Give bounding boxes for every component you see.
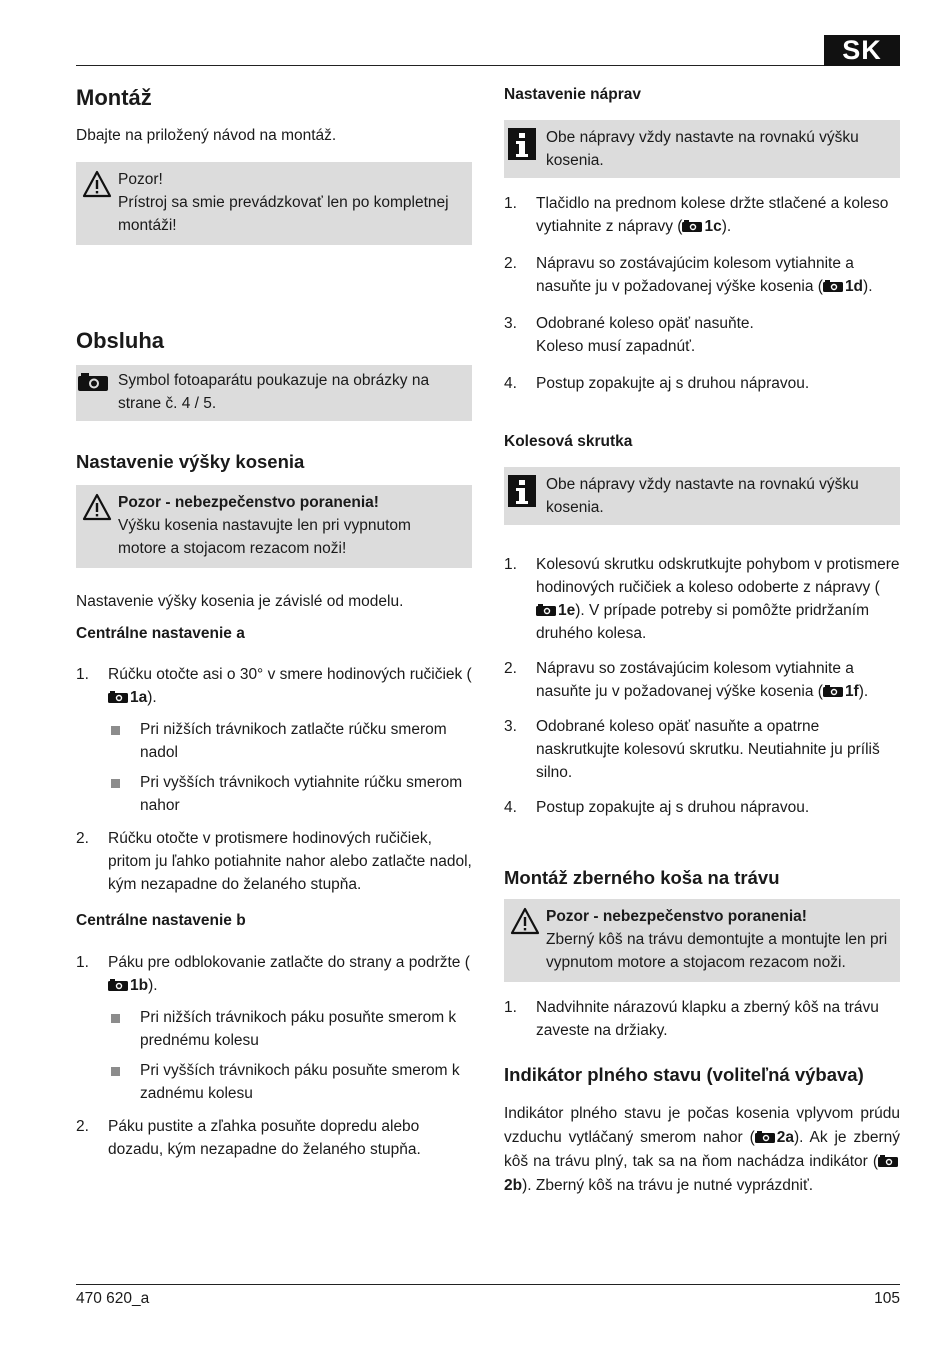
central-b-steps: [76, 951, 472, 997]
central-a-bullets: [108, 718, 472, 817]
info-box-axles: [504, 120, 900, 178]
info-icon: [508, 475, 536, 507]
camera-icon: [108, 975, 128, 987]
list-item: 3. Odobrané koleso opäť nasuňte a opatrne naskrutkujte kolesovú skrutku. Neutiahnite ju príliš silno.: [504, 718, 880, 781]
list-item: 1. Tlačidlo na prednom kolese držte stlačené a koleso vytiahnite z nápravy ( 1c).: [504, 195, 889, 235]
figure-ref: 1f: [844, 683, 859, 700]
height-intro: Nastavenie výšky kosenia je závislé od modelu.: [76, 593, 404, 610]
warning-box-basket: [504, 899, 900, 982]
document-id: 470 620_a: [76, 1290, 150, 1307]
warning-title: Pozor - nebezpečenstvo poranenia!: [118, 494, 379, 511]
subsection-title-axles: Nastavenie náprav: [504, 86, 641, 103]
camera-icon: [108, 687, 128, 699]
section-title-obsluha: Obsluha: [76, 328, 165, 353]
info-text: Obe nápravy vždy nastavte na rovnakú výšku kosenia.: [546, 476, 859, 516]
list-item: 1. Nadvihnite nárazovú klapku a zberný kôš na trávu zaveste na držiaky.: [504, 999, 879, 1039]
figure-ref: 1a: [130, 689, 148, 706]
warning-triangle-icon: [510, 907, 540, 935]
section-title-height: Nastavenie výšky kosenia: [76, 451, 305, 472]
figure-ref: 2b: [504, 1177, 523, 1194]
section-title-indicator: Indikátor plného stavu (voliteľná výbava): [504, 1064, 864, 1085]
camera-icon: [823, 681, 843, 693]
list-item: 3. Odobrané koleso opäť nasuňte. Koleso musí zapadnúť.: [504, 315, 754, 355]
warning-box-height: [76, 485, 472, 568]
list-item: 1. Páku pre odblokovanie zatlačte do strany a podržte (1b).: [76, 954, 470, 994]
wheel-steps: [504, 553, 900, 819]
camera-icon: [755, 1127, 775, 1139]
list-item: Pri nižších trávnikoch páku posuňte smerom k prednému kolesu: [108, 1006, 472, 1052]
camera-note-box: [76, 365, 472, 421]
central-b-steps-2: [76, 1115, 472, 1161]
warning-title: Pozor - nebezpečenstvo poranenia!: [546, 908, 807, 925]
indicator-text: Indikátor plného stavu je počas kosenia vplyvom prúdu vzduchu vytláčaný smerom nahor ( 2a). Ak je zberný kôš na trávu plný, tak sa na ňom nachádza indikátor (2b). Zberný kôš na trávu je nutné vyprázdniť.: [504, 1105, 900, 1194]
warning-triangle-icon: [82, 170, 112, 198]
list-item: 2. Nápravu so zostávajúcim kolesom vytiahnite a nasuňte ju v požadovanej výške kosenia ( 1f).: [504, 660, 869, 700]
central-a-steps-2: [76, 827, 472, 896]
axles-steps: [504, 192, 900, 395]
montaz-text: Dbajte na priložený návod na montáž.: [76, 127, 337, 144]
basket-steps: [504, 996, 900, 1042]
camera-icon: [78, 373, 108, 391]
warning-box-assembly: [76, 162, 472, 245]
left-column: [76, 78, 472, 1161]
language-tag: SK: [824, 35, 900, 66]
bullet-square-icon: [111, 1067, 120, 1076]
warning-text: Prístroj sa smie prevádzkovať len po kompletnej montáži!: [118, 194, 449, 234]
header-rule: [76, 65, 900, 66]
figure-ref: 1c: [704, 218, 722, 235]
warning-text: Zberný kôš na trávu demontujte a montujte len pri vypnutom motore a stojacom rezacom noži.: [546, 931, 888, 971]
list-item: 4. Postup zopakujte aj s druhou nápravou.: [504, 375, 810, 392]
camera-icon: [878, 1151, 898, 1163]
camera-note-text: Symbol fotoaparátu poukazuje na obrázky na strane č. 4 / 5.: [118, 372, 430, 412]
page-number: 105: [874, 1290, 900, 1307]
list-item: 2. Páku pustite a zľahka posuňte dopredu alebo dozadu, kým nezapadne do želaného stupňa.: [76, 1118, 421, 1158]
list-item: 1. Rúčku otočte asi o 30° v smere hodinových ručičiek (1a).: [76, 666, 472, 706]
list-item: 1. Kolesovú skrutku odskrutkujte pohybom v protismere hodinových ručičiek a koleso odoberte z nápravy (1e). V prípade potreby si pomôžte pridržaním druhého kolesa.: [504, 556, 900, 642]
figure-ref: 1b: [130, 977, 149, 994]
subsection-title-wheel-screw: Kolesová skrutka: [504, 433, 633, 450]
central-a-steps: [76, 663, 472, 709]
warning-triangle-icon: [82, 493, 112, 521]
section-title-basket: Montáž zberného koša na trávu: [504, 867, 780, 888]
info-text: Obe nápravy vždy nastavte na rovnakú výšku kosenia.: [546, 129, 859, 169]
figure-ref: 2a: [776, 1129, 794, 1146]
camera-icon: [536, 600, 556, 612]
list-item: Pri vyšších trávnikoch páku posuňte smerom k zadnému kolesu: [108, 1059, 472, 1105]
list-item: 2. Rúčku otočte v protismere hodinových ručičiek, pritom ju ľahko potiahnite nahor alebo zatlačte nadol, kým nezapadne do želaného stupňa.: [76, 830, 472, 893]
footer-rule: [76, 1284, 900, 1285]
figure-ref: 1e: [558, 602, 576, 619]
warning-text: Výšku kosenia nastavujte len pri vypnutom motore a stojacom rezacom noži!: [118, 517, 411, 557]
right-column: [504, 78, 900, 1198]
camera-icon: [682, 216, 702, 228]
subsection-title-central-b: Centrálne nastavenie b: [76, 912, 246, 929]
list-item: Pri vyšších trávnikoch vytiahnite rúčku smerom nahor: [108, 771, 472, 817]
bullet-square-icon: [111, 1014, 120, 1023]
camera-icon: [823, 276, 843, 288]
bullet-square-icon: [111, 726, 120, 735]
list-item: 2. Nápravu so zostávajúcim kolesom vytiahnite a nasuňte ju v požadovanej výške kosenia ( 1d).: [504, 255, 873, 295]
section-title-montaz: Montáž: [76, 85, 152, 110]
list-item: Pri nižších trávnikoch zatlačte rúčku smerom nadol: [108, 718, 472, 764]
list-item: 4. Postup zopakujte aj s druhou nápravou.: [504, 799, 810, 816]
info-box-wheel: [504, 467, 900, 525]
bullet-square-icon: [111, 779, 120, 788]
info-icon: [508, 128, 536, 160]
warning-title: Pozor!: [118, 171, 163, 188]
central-b-bullets: [108, 1006, 472, 1105]
subsection-title-central-a: Centrálne nastavenie a: [76, 625, 245, 642]
figure-ref: 1d: [844, 278, 864, 295]
